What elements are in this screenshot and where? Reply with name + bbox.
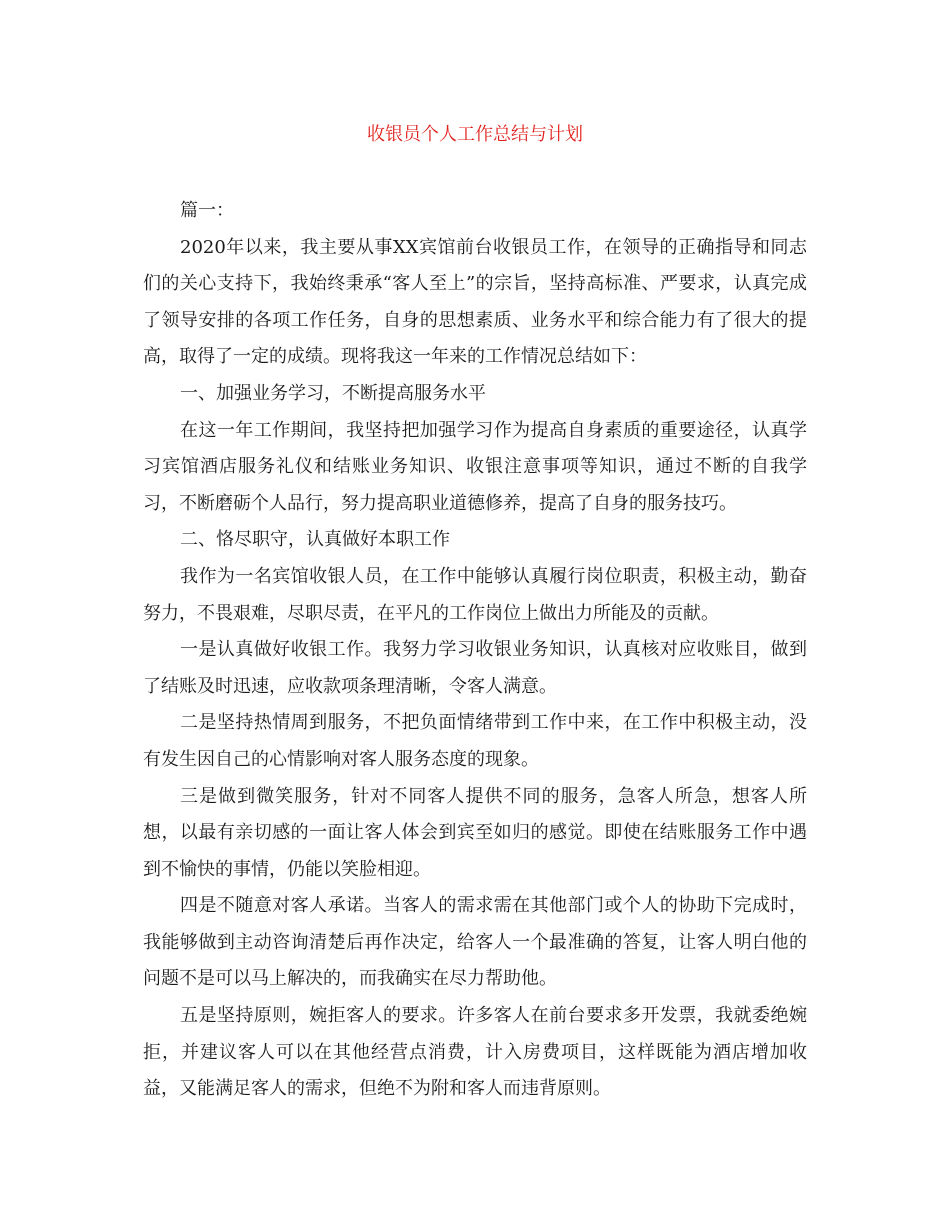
- paragraph-point-1: 一是认真做好收银工作。我努力学习收银业务知识，认真核对应收账目，做到了结账及时迅速，应收款项条理清晰，令客人满意。: [143, 639, 807, 697]
- document-body: [143, 193, 807, 1108]
- paragraph-point-3: 三是做到微笑服务，针对不同客人提供不同的服务，急客人所急，想客人所想，以最有亲切感的一面让客人体会到宾至如归的感觉。即使在结账服务工作中遇到不愉快的事情，仍能以笑脸相迎。: [143, 785, 807, 880]
- document-title: 收银员个人工作总结与计划: [367, 124, 583, 145]
- paragraph-point-5: 五是坚持原则，婉拒客人的要求。许多客人在前台要求多开发票，我就委绝婉拒，并建议客人可以在其他经营点消费，计入房费项目，这样既能为酒店增加收益，又能满足客人的需求，但绝不为附和客人而违背原则。: [143, 1005, 807, 1100]
- paragraph-intro: 2020年以来，我主要从事XX宾馆前台收银员工作，在领导的正确指导和同志们的关心支持下，我始终秉承“客人至上”的宗旨，坚持高标准、严要求，认真完成了领导安排的各项工作任务，自身的思想素质、业务水平和综合能力有了很大的提高，取得了一定的成绩。现将我这一年来的工作情况总结如下：: [143, 236, 807, 368]
- paragraph-chapter-label: 篇一：: [180, 200, 234, 221]
- paragraph-point-2: 二是坚持热情周到服务，不把负面情绪带到工作中来，在工作中积极主动，没有发生因自己的心情影响对客人服务态度的现象。: [143, 712, 807, 770]
- section-heading-1: 一、加强业务学习，不断提高服务水平: [180, 382, 486, 404]
- paragraph-point-4: 四是不随意对客人承诺。当客人的需求需在其他部门或个人的协助下完成时，我能够做到主动咨询清楚后再作决定，给客人一个最准确的答复，让客人明白他的问题不是可以马上解决的，而我确实在尽力帮助他。: [143, 895, 807, 990]
- section-heading-2: 二、恪尽职守，认真做好本职工作: [180, 529, 450, 551]
- paragraph-section-2: 我作为一名宾馆收银人员，在工作中能够认真履行岗位职责，积极主动，勤奋努力，不畏艰难，尽职尽责，在平凡的工作岗位上做出力所能及的贡献。: [143, 565, 807, 624]
- paragraph-section-1: 在这一年工作期间，我坚持把加强学习作为提高自身素质的重要途径，认真学习宾馆酒店服务礼仪和结账业务知识、收银注意事项等知识，通过不断的自我学习，不断磨砺个人品行，努力提高职业道德修养，提高了自身的服务技巧。: [143, 419, 807, 514]
